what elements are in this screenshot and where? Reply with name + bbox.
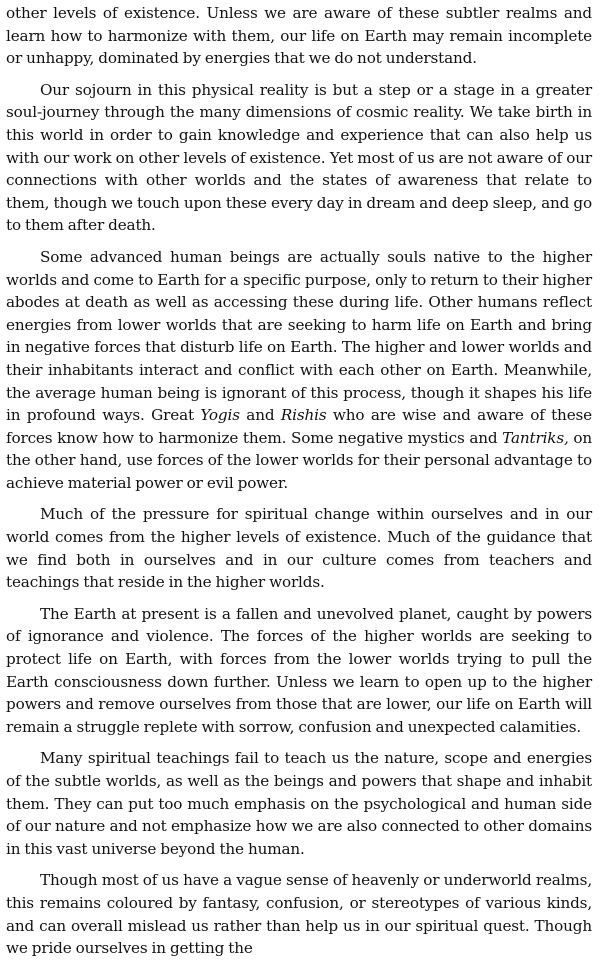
paragraph-6: Many spiritual teachings fail to teach us the nature, scope and energies of the subtle worlds, as well as the beings and powers that shape and inhabit them. They can put too much emphasis on the psychological and human side of our nature and not emphasize how we are also connected to other domains in this vast universe beyond the human. (6, 749, 592, 858)
paragraph-5: The Earth at present is a fallen and unevolved planet, caught by powers of ignorance and violence. The forces of the higher worlds are seeking to protect life on Earth, with forces from the lower worlds trying to pull the Earth consciousness down further. Unless we learn to open up to the higher powers and remove ourselves from those that are lower, our life on Earth will remain a struggle replete with sorrow, confusion and unexpected calamities. (6, 604, 592, 736)
paragraph-2: Our sojourn in this physical reality is but a step or a stage in a greater soul-journey through the many dimensions of cosmic reality. We take birth in this world in order to gain knowledge and experience that can also help us with our work on other levels of existence. Yet most of us are not aware of our connections with other worlds and the states of awareness that relate to them, though we touch upon these every day in dream and deep sleep, and go to them after death. (6, 80, 592, 235)
paragraph-3-text-a: Some advanced human beings are actually souls native to the higher worlds and come to Earth for a specific purpose, only to return to their higher abodes at death as well as accessing these during life. Other humans reflect energies from lower worlds that are seeking to harm life on Earth and bring in negative forces that disturb life on Earth. The higher and lower worlds and their inhabitants interact and conflict with each other on Earth. Meanwhile, the average human being is ignorant of this process, though it shapes his life in profound ways. Great (6, 247, 592, 425)
paragraph-3-text-c: who are wise and aware of these forces know how to harmonize them. Some negative mystics and (6, 406, 593, 447)
term-yogis: Yogis (200, 406, 240, 425)
paragraph-7: Though most of us have a vague sense of heavenly or underworld realms, this remains coloured by fantasy, confusion, or stereotypes of various kinds, and can overall mislead us rather than help us in our spiritual quest. Though we pride ourselves in getting the (6, 871, 592, 958)
paragraph-1: other levels of existence. Unless we are aware of these subtler realms and learn how to harmonize with them, our life on Earth may remain incomplete or unhappy, dominated by energies that we do not understand. (6, 4, 592, 68)
book-page (6, 2, 592, 969)
paragraph-3-text-b: and (239, 406, 281, 425)
paragraph-4: Much of the pressure for spiritual change within ourselves and in our world comes from the higher levels of existence. Much of the guidance that we find both in ourselves and in our culture comes from teachers and teachings that reside in the higher worlds. (6, 505, 592, 592)
paragraph-3 (6, 246, 592, 495)
term-tantriks: Tantriks, (502, 428, 569, 447)
paragraph-3-text-d: on the other hand, use forces of the lower worlds for their personal advantage to achieve material power or evil power. (6, 428, 593, 492)
term-rishis: Rishis (280, 406, 327, 425)
